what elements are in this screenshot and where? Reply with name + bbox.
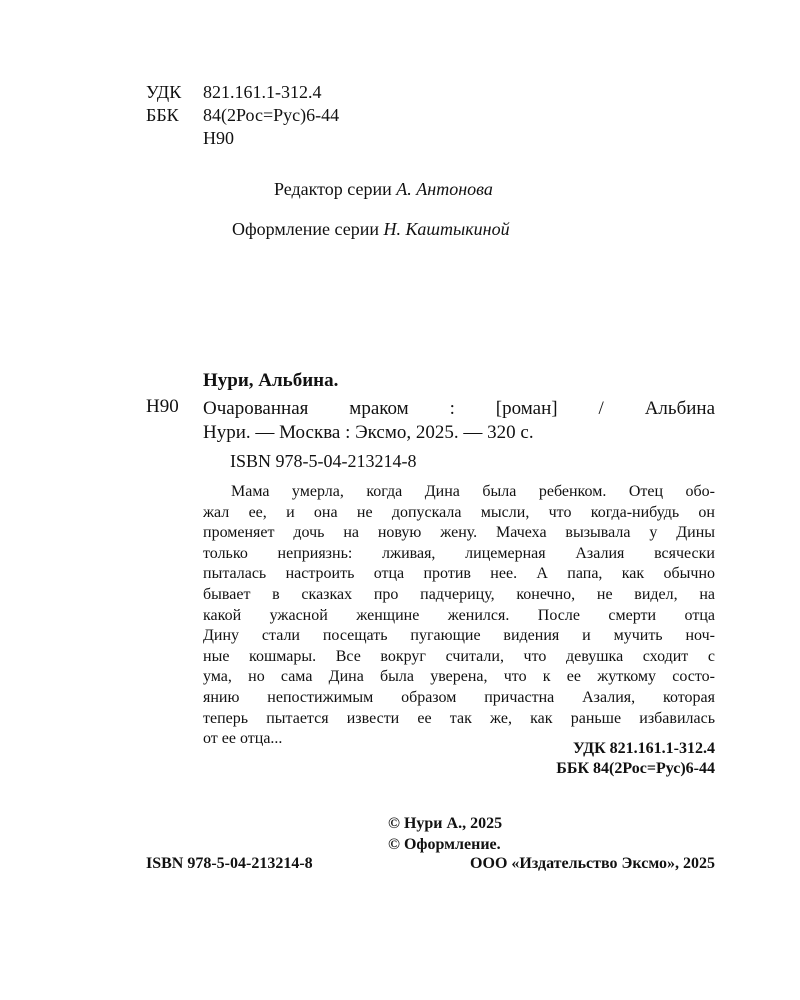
copyright-publisher: ООО «Издательство Эксмо», 2025 (470, 855, 715, 872)
udk-value: 821.161.1-312.4 (203, 82, 322, 102)
annotation (203, 482, 715, 750)
annotation-line: какой ужасной женщине женился. После смерти отца (203, 606, 715, 624)
copyright-isbn: ISBN 978-5-04-213214-8 (146, 855, 313, 872)
series-design-credit (232, 217, 510, 241)
annotation-line: теперь пытается извести ее так же, как раньше избавилась (203, 709, 715, 727)
annotation-line: бывает в сказках про падчерицу, конечно, не видел, на (203, 585, 715, 603)
record-author-mark: Н90 (146, 396, 179, 417)
udk-label: УДК (146, 82, 182, 102)
record-author: Нури, Альбина. (203, 370, 339, 391)
annotation-line: янию непостижимым образом причастна Азалия, которая (203, 688, 715, 706)
series-editor-name: А. Антонова (396, 179, 493, 199)
author-mark: Н90 (203, 128, 234, 148)
copyright-author: © Нури А., 2025 (388, 815, 503, 832)
index-udk: УДК 821.161.1-312.4 (572, 740, 715, 757)
record-isbn: ISBN 978-5-04-213214-8 (230, 451, 417, 471)
bbk-label: ББК (146, 105, 179, 125)
copyright-design: © Оформление. (388, 836, 501, 853)
series-design-name: Н. Каштыкиной (383, 219, 510, 239)
annotation-line: пыталась настроить отца против нее. А папа, как обычно (203, 565, 715, 583)
annotation-line: от ее отца... (203, 730, 283, 748)
annotation-line: жал ее, и она не допускала мысли, что когда-нибудь он (203, 503, 715, 521)
annotation-line: ные кошмары. Все вокруг считали, что девушка сходит с (203, 647, 715, 665)
series-editor-credit (274, 177, 493, 201)
annotation-line: только неприязнь: лживая, лицемерная Азалия всячески (203, 544, 715, 562)
annotation-line: променяет дочь на новую жену. Мачеха вызывала у Дины (203, 524, 715, 542)
index-bbk: ББК 84(2Рос=Рус)6-44 (556, 760, 715, 777)
bbk-value: 84(2Рос=Рус)6-44 (203, 105, 340, 125)
record-description-line-1: Очарованная мраком : [роман] / Альбина (203, 398, 715, 419)
record-description-line-2: Нури. — Москва : Эксмо, 2025. — 320 с. (203, 422, 534, 443)
series-editor-label: Редактор серии (274, 179, 392, 199)
annotation-line: ума, но сама Дина была уверена, что к ее жуткому состо- (203, 668, 715, 686)
series-design-label: Оформление серии (232, 219, 379, 239)
annotation-line: Мама умерла, когда Дина была ребенком. Отец обо- (231, 483, 715, 500)
annotation-line: Дину стали посещать пугающие видения и мучить ноч- (203, 627, 715, 645)
